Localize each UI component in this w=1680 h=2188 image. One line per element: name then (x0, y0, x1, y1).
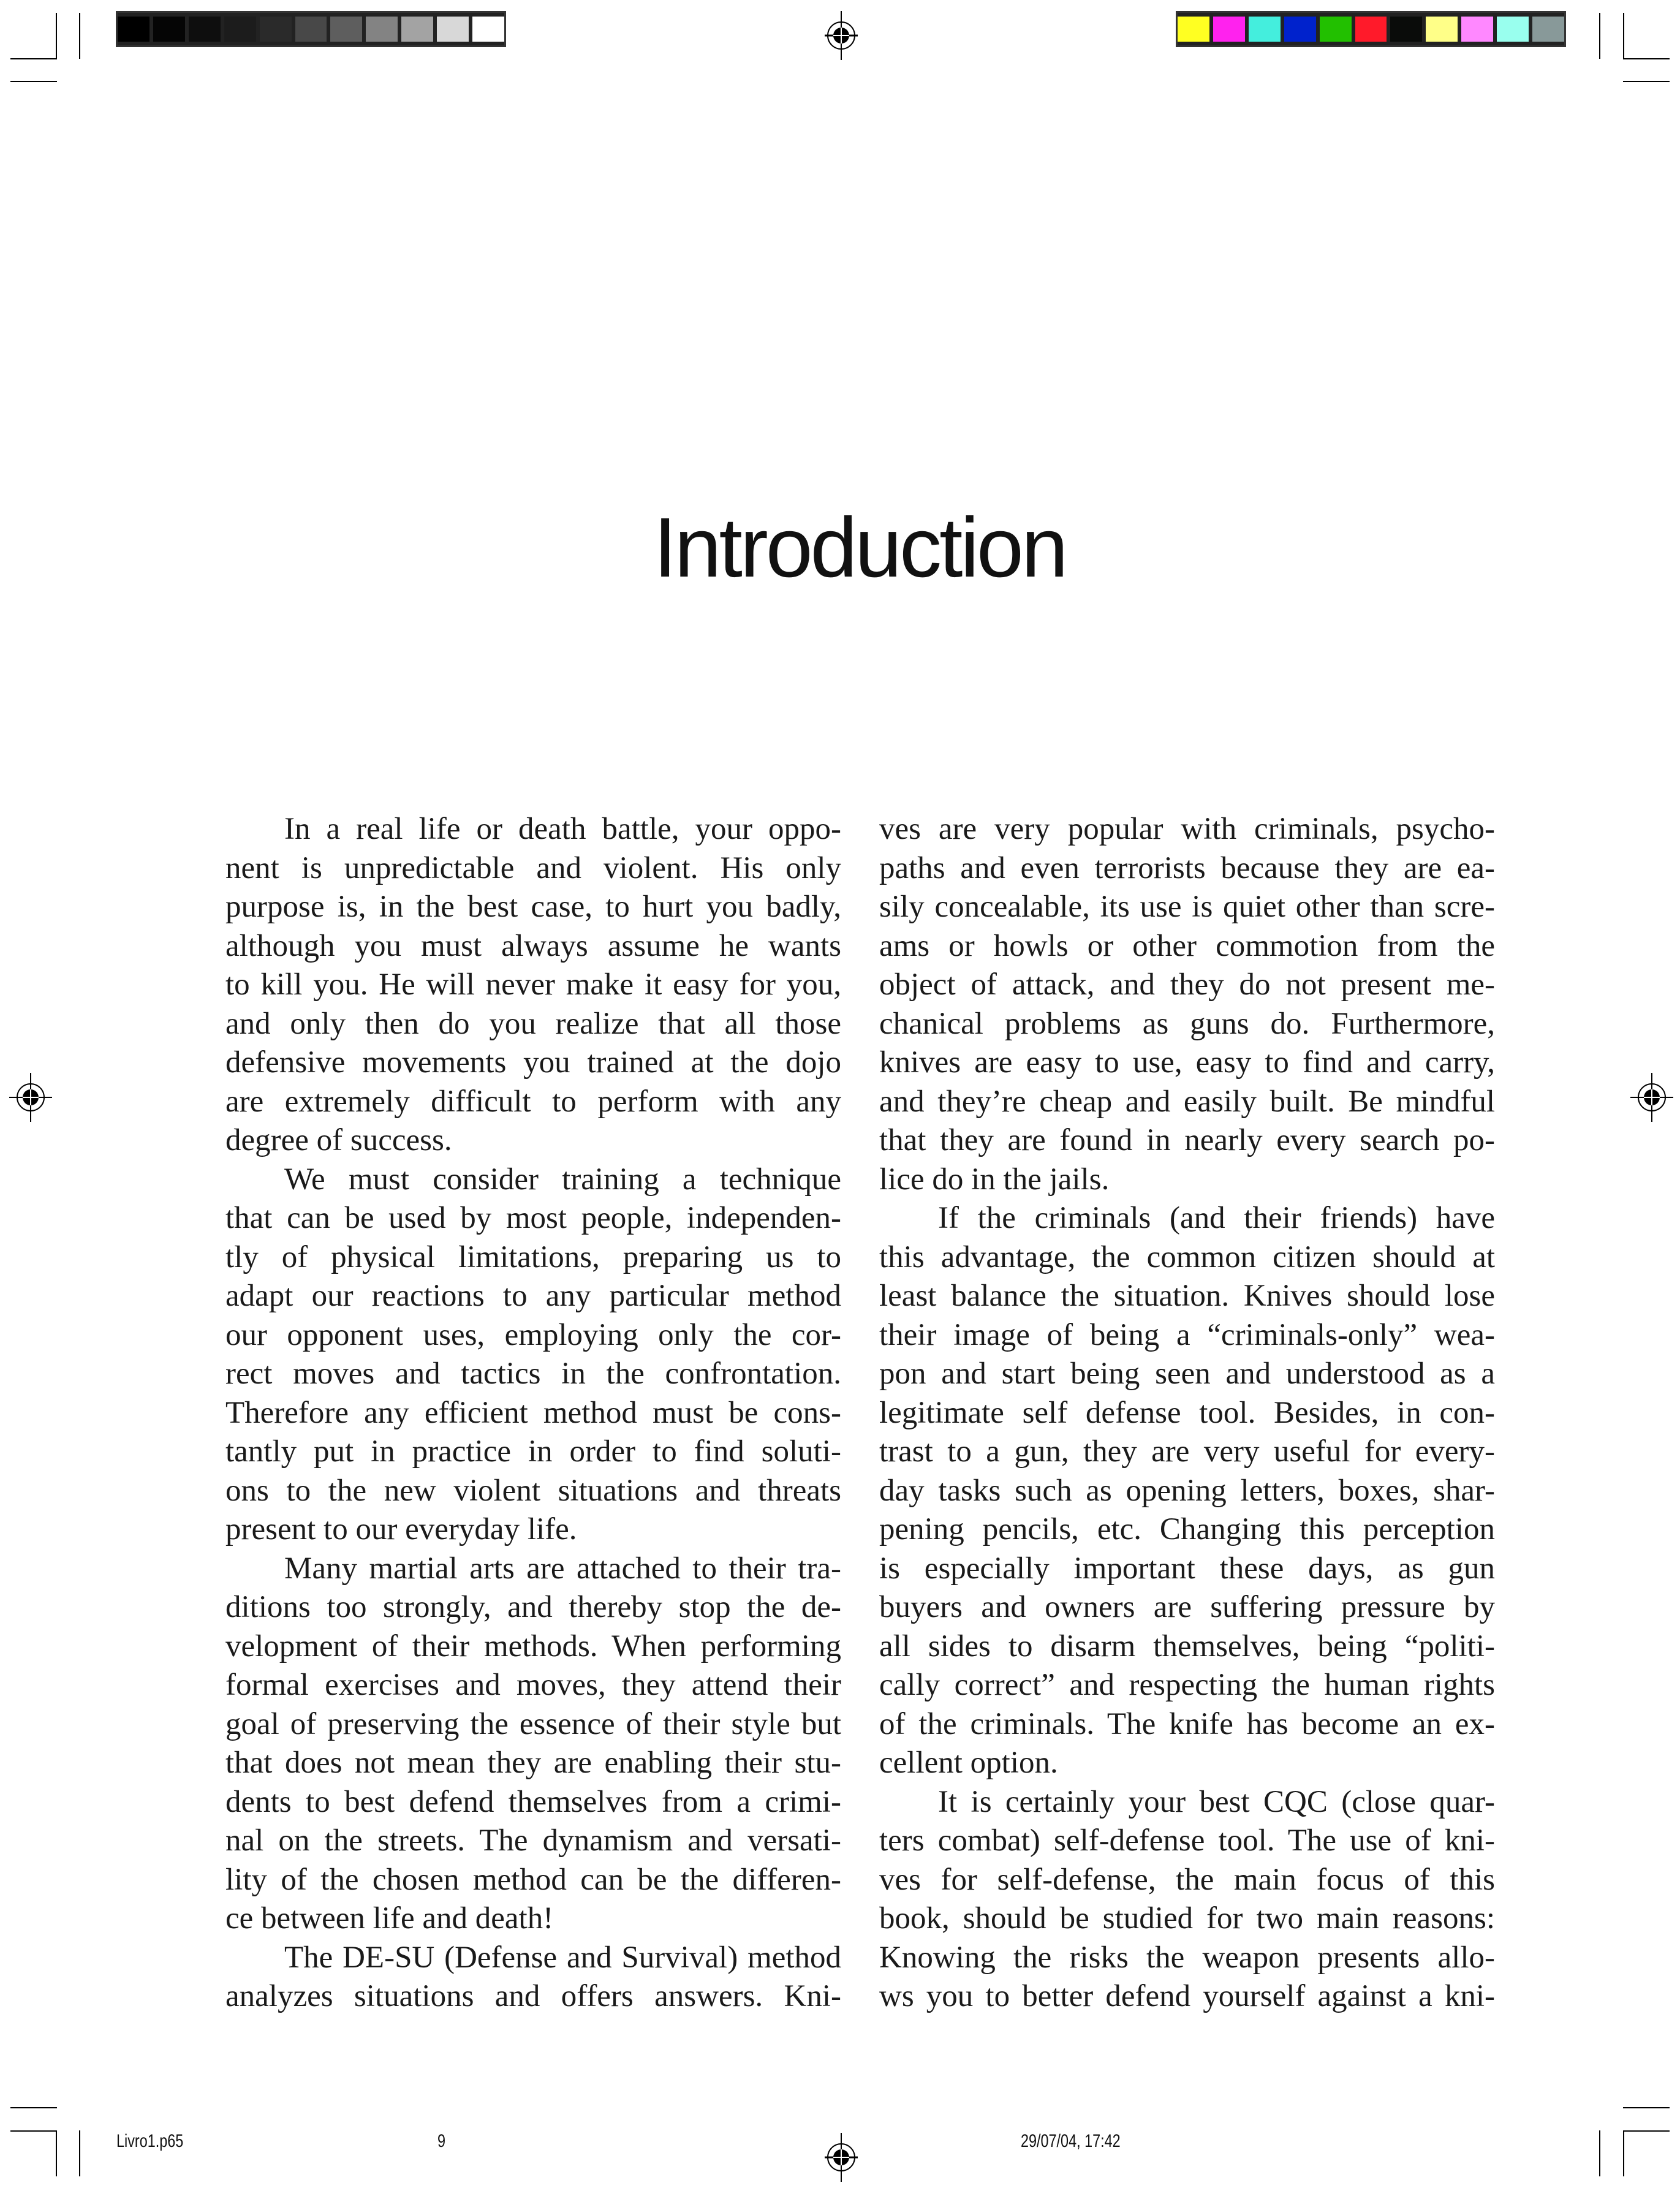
text-line: ons to the new violent situations and threats (225, 1473, 841, 1508)
text-column-right (879, 810, 1495, 2016)
color-swatch (1249, 17, 1281, 42)
grayscale-calibration-bar (116, 11, 506, 47)
text-line: that can be used by most people, independen- (225, 1201, 841, 1235)
text-line: chanical problems as guns do. Furthermore, (879, 1006, 1495, 1041)
text-line: ves are very popular with criminals, psycho- (879, 812, 1495, 846)
text-line: If the criminals (and their friends) have (938, 1201, 1495, 1235)
chapter-title: Introduction (653, 501, 1066, 595)
text-line: defensive movements you trained at the dojo (225, 1045, 841, 1080)
color-swatch (1532, 17, 1564, 42)
crop-mark (1623, 81, 1670, 82)
text-line: ce between life and death! (225, 1901, 554, 1936)
text-line: It is certainly your best CQC (close quar- (938, 1784, 1495, 1819)
text-line: cellent option. (879, 1746, 1058, 1780)
text-line: this advantage, the common citizen should at (879, 1240, 1495, 1274)
text-line: sily concealable, its use is quiet other than scre- (879, 890, 1495, 924)
text-line: that they are found in nearly every search po- (879, 1123, 1495, 1157)
text-line: present to our everyday life. (225, 1512, 577, 1546)
text-line: cally correct” and respecting the human rights (879, 1668, 1495, 1702)
color-swatch (1461, 17, 1493, 42)
text-line: goal of preserving the essence of their style but (225, 1706, 841, 1741)
color-swatch (1426, 17, 1458, 42)
text-line: trast to a gun, they are very useful for every- (879, 1434, 1495, 1469)
color-swatch (1497, 17, 1529, 42)
text-line: is especially important these days, as gun (879, 1551, 1495, 1586)
crop-mark (56, 2130, 57, 2176)
text-line: all sides to disarm themselves, being “politi- (879, 1629, 1495, 1664)
text-line: object of attack, and they do not present me- (879, 967, 1495, 1002)
text-line: and they’re cheap and easily built. Be mindful (879, 1084, 1495, 1119)
color-swatch (153, 17, 185, 42)
color-swatch (1320, 17, 1352, 42)
text-line: although you must always assume he wants (225, 928, 841, 963)
color-swatch (366, 17, 398, 42)
text-line: nent is unpredictable and violent. His only (225, 850, 841, 885)
text-line: paths and even terrorists because they are ea- (879, 850, 1495, 885)
color-swatch (189, 17, 221, 42)
color-swatch (401, 17, 433, 42)
text-line: day tasks such as opening letters, boxes, shar- (879, 1473, 1495, 1508)
text-line: ters combat) self-defense tool. The use of kni- (879, 1823, 1495, 1858)
text-line: ves for self-defense, the main focus of this (879, 1862, 1495, 1897)
text-line: pon and start being seen and understood as a (879, 1357, 1495, 1391)
text-line: ditions too strongly, and thereby stop the de- (225, 1590, 841, 1624)
color-swatch (1390, 17, 1422, 42)
text-line: Knowing the risks the weapon presents allo- (879, 1940, 1495, 1975)
text-line: degree of success. (225, 1123, 452, 1157)
text-line: The DE-SU (Defense and Survival) method (284, 1940, 841, 1975)
text-line: formal exercises and moves, they attend their (225, 1668, 841, 1702)
text-line: nal on the streets. The dynamism and versati- (225, 1823, 841, 1858)
text-column-left (225, 810, 841, 2016)
crop-mark (1599, 13, 1600, 59)
text-line: of the criminals. The knife has become an ex- (879, 1706, 1495, 1741)
text-line: ams or howls or other commotion from the (879, 928, 1495, 963)
text-line: lity of the chosen method can be the differen- (225, 1862, 841, 1897)
crop-mark (56, 13, 57, 59)
footer-filename: Livro1.p65 (116, 2131, 184, 2151)
registration-mark-icon (1630, 1073, 1673, 1122)
text-line: velopment of their methods. When performing (225, 1629, 841, 1664)
crop-mark (10, 58, 57, 59)
color-swatch (295, 17, 327, 42)
text-line: analyzes situations and offers answers. Kni- (225, 1979, 841, 2013)
crop-mark (79, 13, 80, 59)
text-line: and only then do you realize that all those (225, 1006, 841, 1041)
text-line: buyers and owners are suffering pressure by (879, 1590, 1495, 1624)
text-line: to kill you. He will never make it easy for you, (225, 967, 841, 1002)
crop-mark (79, 2130, 80, 2176)
text-line: tantly put in practice in order to find soluti- (225, 1434, 841, 1469)
crop-mark (1623, 2130, 1670, 2132)
color-swatch (472, 17, 504, 42)
text-line: ws you to better defend yourself against a kni- (879, 1979, 1495, 2013)
color-swatch (437, 17, 469, 42)
text-line: knives are easy to use, easy to find and carry, (879, 1045, 1495, 1080)
crop-mark (10, 2107, 57, 2108)
text-line: tly of physical limitations, preparing us to (225, 1240, 841, 1274)
footer-datetime: 29/07/04, 17:42 (1021, 2131, 1121, 2151)
color-calibration-bar (1176, 11, 1566, 47)
registration-mark-icon (820, 2133, 863, 2182)
text-line: pening pencils, etc. Changing this perception (879, 1512, 1495, 1546)
text-line: We must consider training a technique (284, 1162, 841, 1197)
color-swatch (1213, 17, 1245, 42)
registration-mark-icon (9, 1073, 52, 1122)
crop-mark (10, 2130, 57, 2132)
text-line: Many martial arts are attached to their tra- (284, 1551, 841, 1586)
text-line: that does not mean they are enabling their stu- (225, 1746, 841, 1780)
text-line: Therefore any efficient method must be cons- (225, 1395, 841, 1430)
crop-mark (1623, 13, 1624, 59)
text-line: book, should be studied for two main reasons: (879, 1901, 1495, 1936)
color-swatch (1355, 17, 1387, 42)
color-swatch (118, 17, 149, 42)
footer-page-number: 9 (437, 2131, 446, 2151)
color-swatch (330, 17, 362, 42)
crop-mark (1623, 2107, 1670, 2108)
text-line: are extremely difficult to perform with any (225, 1084, 841, 1119)
text-line: dents to best defend themselves from a crimi- (225, 1784, 841, 1819)
text-line: legitimate self defense tool. Besides, in con- (879, 1395, 1495, 1430)
crop-mark (1623, 2130, 1624, 2176)
crop-mark (1599, 2130, 1600, 2176)
crop-mark (1623, 58, 1670, 59)
color-swatch (224, 17, 256, 42)
text-line: least balance the situation. Knives should lose (879, 1279, 1495, 1313)
text-line: rect moves and tactics in the confrontation. (225, 1357, 841, 1391)
text-line: our opponent uses, employing only the cor- (225, 1317, 841, 1352)
color-swatch (1284, 17, 1316, 42)
crop-mark (10, 81, 57, 82)
text-line: lice do in the jails. (879, 1162, 1110, 1197)
color-swatch (1178, 17, 1209, 42)
color-swatch (260, 17, 292, 42)
registration-mark-icon (820, 11, 863, 60)
text-line: their image of being a “criminals-only” wea- (879, 1317, 1495, 1352)
text-line: purpose is, in the best case, to hurt you badly, (225, 890, 841, 924)
text-line: In a real life or death battle, your oppo- (284, 812, 841, 846)
text-line: adapt our reactions to any particular method (225, 1279, 841, 1313)
